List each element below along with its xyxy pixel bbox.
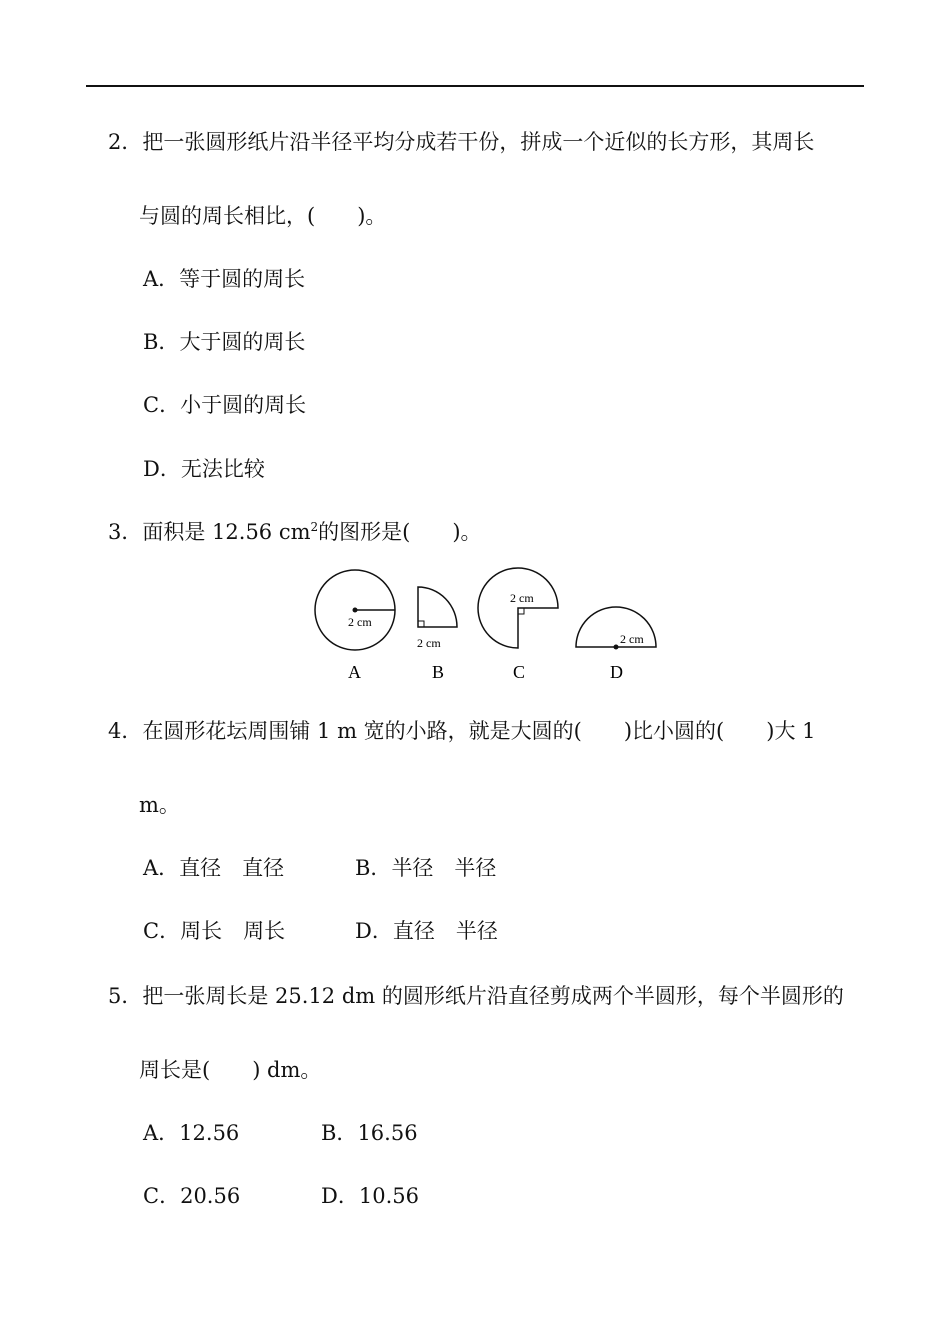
option-letter: B．: [355, 856, 392, 880]
question-5-line-2: 周长是( ) dm。: [139, 1058, 322, 1082]
option-letter: C．: [143, 1184, 181, 1208]
question-text: 把一张周长是 25.12 dm 的圆形纸片沿直径剪成两个半圆形，每个半圆形的: [142, 984, 844, 1008]
shape-d[interactable]: [576, 607, 656, 682]
question-text: 在圆形花坛周围铺 1 m 宽的小路，就是大圆的( )比小圆的( )大 1: [142, 719, 816, 743]
shape-b[interactable]: [417, 587, 457, 682]
option-letter: B．: [321, 1121, 358, 1145]
option-b[interactable]: [321, 1119, 418, 1147]
option-letter: D．: [321, 1184, 359, 1208]
option-text: 直径 直径: [179, 856, 285, 880]
option-letter: D．: [355, 919, 393, 943]
option-a[interactable]: [143, 854, 284, 882]
option-text: 直径 半径: [392, 919, 498, 943]
question-2-line-1: [108, 128, 814, 156]
question-text: 面积是 12.56 cm: [142, 520, 311, 544]
option-c[interactable]: [143, 917, 285, 945]
semicircle-d: [576, 607, 656, 647]
superscript: 2: [310, 520, 319, 534]
option-d[interactable]: [143, 455, 265, 483]
label-b: 2 cm: [417, 636, 441, 650]
option-letter: C．: [143, 393, 181, 417]
option-text: 无法比较: [180, 457, 265, 481]
label-a: 2 cm: [348, 615, 372, 629]
option-c[interactable]: [143, 1182, 240, 1210]
option-c[interactable]: [143, 391, 306, 419]
option-text: 12.56: [179, 1121, 240, 1145]
question-text: 把一张圆形纸片沿半径平均分成若干份，拼成一个近似的长方形，其周长: [142, 130, 815, 154]
question-2-line-2: 与圆的周长相比，( )。: [139, 204, 387, 228]
label-c: 2 cm: [510, 591, 534, 605]
option-text: 周长 周长: [180, 919, 286, 943]
question-4-line-1: [108, 717, 815, 745]
label-d: 2 cm: [620, 632, 644, 646]
option-letter: A．: [143, 1121, 180, 1145]
shapes-svg: [300, 562, 670, 692]
question-text-end: 的图形是( )。: [318, 520, 482, 544]
top-rule: [86, 85, 864, 87]
option-letter: A．: [143, 856, 180, 880]
shape-c[interactable]: [478, 568, 558, 682]
question-5-line-1: [108, 982, 844, 1010]
question-number: 3．: [108, 520, 143, 544]
option-text: 10.56: [358, 1184, 419, 1208]
option-d[interactable]: [321, 1182, 419, 1210]
option-text: 半径 半径: [391, 856, 497, 880]
question-number: 2．: [108, 130, 143, 154]
question-4-line-2: m。: [139, 793, 180, 817]
option-text: 等于圆的周长: [179, 267, 306, 291]
option-letter: C．: [143, 919, 181, 943]
option-d[interactable]: [355, 917, 498, 945]
question-number: 4．: [108, 719, 143, 743]
right-angle-b: [418, 621, 424, 627]
question-3-line-1: [108, 518, 482, 546]
option-letter: A．: [143, 267, 180, 291]
shapes-figure: [300, 562, 670, 692]
option-text: 16.56: [357, 1121, 418, 1145]
option-text: 大于圆的周长: [179, 330, 306, 354]
option-text: 20.56: [180, 1184, 241, 1208]
option-letter: D．: [143, 457, 181, 481]
option-a[interactable]: [143, 1119, 239, 1147]
option-letter: B．: [143, 330, 180, 354]
shape-a[interactable]: [315, 570, 395, 682]
caption-b: B: [432, 662, 445, 682]
center-dot-d: [614, 645, 619, 650]
right-angle-c: [518, 608, 524, 614]
option-b[interactable]: [355, 854, 496, 882]
caption-c: C: [513, 662, 526, 682]
option-a[interactable]: [143, 265, 305, 293]
caption-d: D: [610, 662, 623, 682]
caption-a: A: [348, 662, 361, 682]
center-dot-a: [353, 608, 358, 613]
option-text: 小于圆的周长: [180, 393, 307, 417]
option-b[interactable]: [143, 328, 305, 356]
question-number: 5．: [108, 984, 143, 1008]
